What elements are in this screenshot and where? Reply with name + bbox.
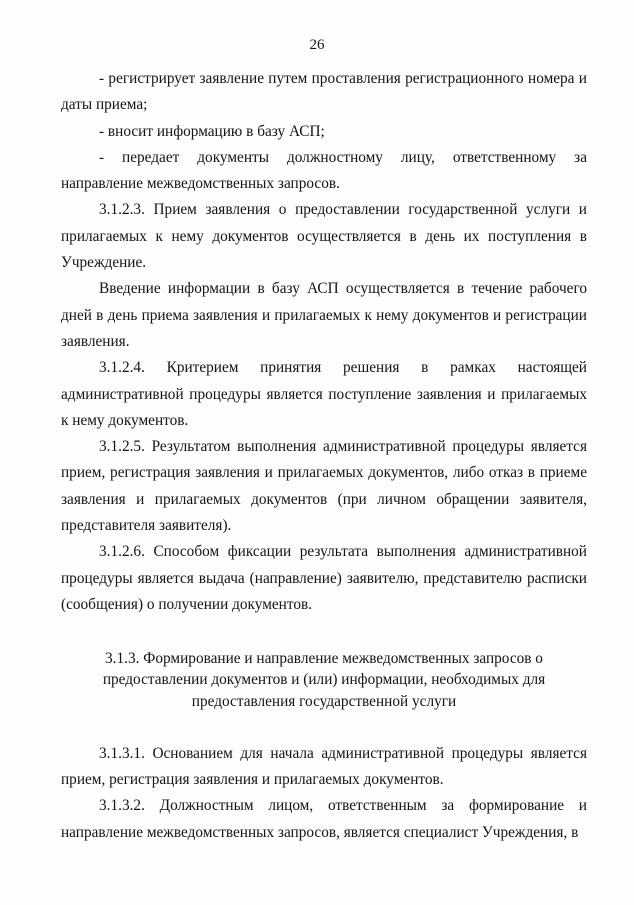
paragraph-3-1-3-1: 3.1.3.1. Основанием для начала административной процедуры является прием, регистрация заявления и прилагаемых документов. — [61, 744, 587, 788]
paragraph-3-1-2-5: 3.1.2.5. Результатом выполнения административной процедуры является прием, регистрация заявления и прилагаемых документов, либо отказ в приеме заявления и прилагаемых документов (при личном обращении заявителя, представителя заявителя). — [61, 438, 587, 535]
paragraph-transfer-documents: - передает документы должностному лицу, ответственному за направление межведомственных запросов. — [61, 148, 587, 193]
paragraph-asp-entry: Введение информации в базу АСП осуществляется в течение рабочего дней в день приема заявления и прилагаемых к нему документов и регистрации заявления. — [61, 280, 587, 350]
section-spacer — [61, 714, 587, 740]
page-number: 26 — [309, 37, 325, 53]
paragraph-3-1-2-6: 3.1.2.6. Способом фиксации результата выполнения административной процедуры является выдача (направление) заявителю, представителю расписки (сообщения) о получении документов. — [61, 543, 587, 613]
section-heading-line: предоставлении документов и (или) информации, необходимых для — [102, 671, 546, 689]
paragraph-register: - регистрирует заявление путем проставления регистрационного номера и даты приема; — [61, 70, 587, 114]
paragraph-3-1-3-2: 3.1.3.2. Должностным лицом, ответственным за формирование и направление межведомственных запросов, является специалист Учреждения, в — [61, 797, 587, 841]
paragraph-3-1-2-4: 3.1.2.4. Критерием принятия решения в рамках настоящей административной процедуры является поступление заявления и прилагаемых к нему документов. — [61, 359, 587, 429]
paragraph-enter-asp: - вносит информацию в базу АСП; — [99, 122, 325, 140]
paragraph-3-1-2-3: 3.1.2.3. Прием заявления о предоставлении государственной услуги и прилагаемых к нему документов осуществляется в день их поступления в Учреждение. — [61, 201, 587, 272]
section-heading-line: 3.1.3. Формирование и направление межведомственных запросов о — [105, 649, 543, 667]
section-heading — [61, 645, 587, 715]
section-spacer — [61, 618, 587, 644]
document-body — [61, 66, 587, 846]
section-heading-line: предоставления государственной услуги — [191, 692, 457, 710]
